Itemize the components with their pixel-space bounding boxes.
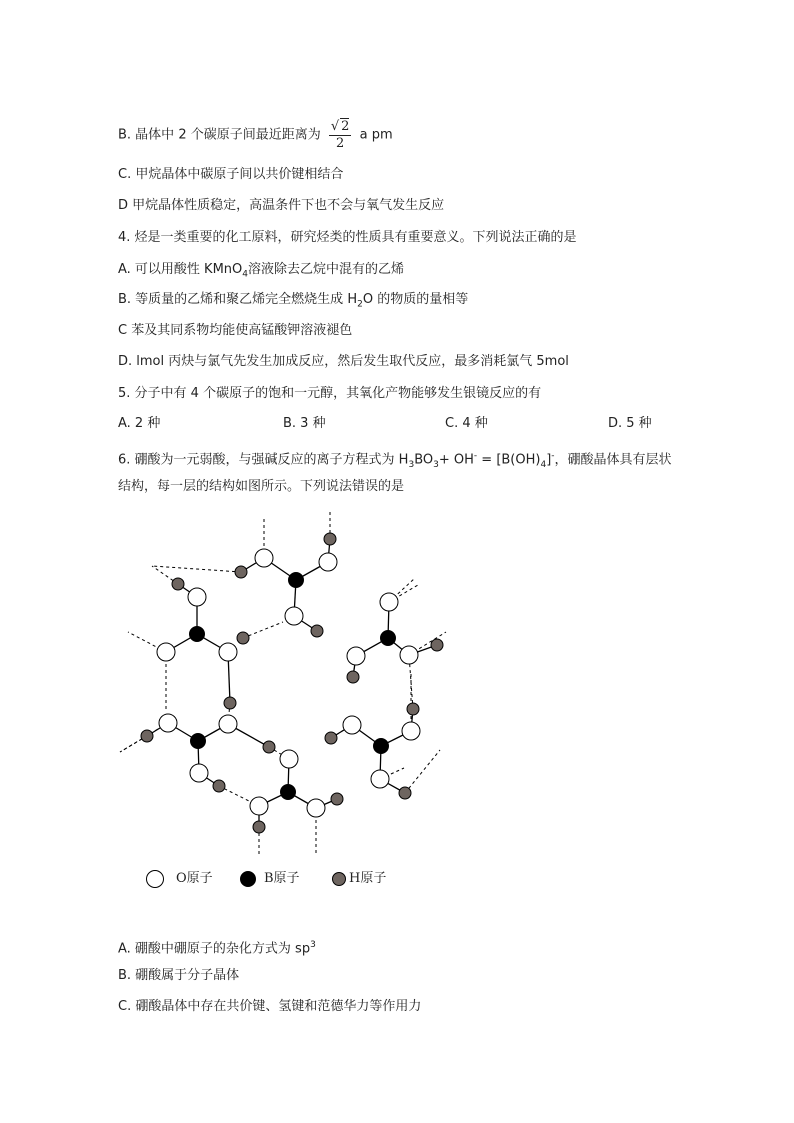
question-4-option-a: A. 可以用酸性 KMnO$_4$溶液除去乙烷中混有的乙烯 xyxy=(118,262,405,280)
question-4-option-d: D. lmol 丙炔与氯气先发生加成反应，然后发生取代反应，最多消耗氯气 5mol xyxy=(118,354,569,369)
fraction-denominator: 2 xyxy=(336,136,345,151)
oxygen-atom xyxy=(159,714,177,732)
hydrogen-bond xyxy=(405,750,440,793)
hydrogen-bond xyxy=(152,566,241,572)
boron-atom xyxy=(374,739,389,754)
legend-h-icon xyxy=(332,872,346,886)
question-4-option-c: C 苯及其同系物均能使高锰酸钾溶液褪色 xyxy=(118,323,353,338)
oxygen-atom xyxy=(190,764,208,782)
hydrogen-atom xyxy=(431,639,443,651)
question-4-option-b: B. 等质量的乙烯和聚乙烯完全燃烧生成 $H_2O$ 的物质的量相等 xyxy=(118,292,469,310)
legend-o-label: O原子 xyxy=(176,871,213,886)
sqrt-fraction: $\frac{√ 2}{2}$ xyxy=(330,119,350,151)
question-5-stem: 5. 分子中有 4 个碳原子的饱和一元醇，其氧化产物能够发生银镜反应的有 xyxy=(118,386,542,401)
hydrogen-atom xyxy=(399,787,411,799)
fraction-numerator: 2 xyxy=(341,119,350,134)
question-6-option-a: A. 硼酸中硼原子的杂化方式为 $sp^3$ xyxy=(118,940,316,957)
question-3-option-c: C. 甲烷晶体中碳原子间以共价键相结合 xyxy=(118,167,344,182)
option-b-unit: a pm xyxy=(359,127,393,143)
oxygen-atom xyxy=(280,750,298,768)
oxygen-atom xyxy=(380,593,398,611)
hydrogen-atom xyxy=(213,780,225,792)
question-5-option-d: D. 5 种 xyxy=(608,416,652,431)
question-5-option-a: A. 2 种 xyxy=(118,416,161,431)
oxygen-atom xyxy=(219,643,237,661)
oxygen-atom xyxy=(319,553,337,571)
oxygen-atom xyxy=(343,716,361,734)
oxygen-atom xyxy=(371,770,389,788)
hydrogen-atom xyxy=(331,793,343,805)
question-6-stem-line1: 6. 硼酸为一元弱酸，与强碱反应的离子方程式为 $H_3BO_3+ OH^- = [B(OH)_4]^-$，硼酸晶体具有层状 xyxy=(118,451,672,470)
hydrogen-atom xyxy=(311,625,323,637)
oxygen-atom xyxy=(188,588,206,606)
option-b-text: B. 晶体中 2 个碳原子间最近距离为 xyxy=(118,127,321,143)
hydrogen-atom xyxy=(325,732,337,744)
hydrogen-atom xyxy=(347,671,359,683)
oxygen-atom xyxy=(250,797,268,815)
question-5-option-b: B. 3 种 xyxy=(283,416,326,431)
oxygen-atom xyxy=(347,647,365,665)
hydrogen-atom xyxy=(224,697,236,709)
legend-h-label: H原子 xyxy=(349,871,387,886)
oxygen-atom xyxy=(255,549,273,567)
legend-b-icon xyxy=(240,871,256,887)
boron-atom xyxy=(190,627,205,642)
question-6-stem-line2: 结构，每一层的结构如图所示。下列说法错误的是 xyxy=(118,479,405,494)
oxygen-atom xyxy=(219,715,237,733)
legend-b-label: B原子 xyxy=(264,871,300,886)
oxygen-atom xyxy=(400,646,418,664)
oxygen-atom xyxy=(307,799,325,817)
boron-atom xyxy=(289,573,304,588)
boron-atom xyxy=(381,631,396,646)
question-6-option-b: B. 硼酸属于分子晶体 xyxy=(118,968,240,983)
boron-atom xyxy=(281,785,296,800)
hydrogen-atom xyxy=(237,632,249,644)
hydrogen-atom xyxy=(253,821,265,833)
question-5-option-c: C. 4 种 xyxy=(445,416,488,431)
hydrogen-atom xyxy=(172,578,184,590)
oxygen-atom xyxy=(402,722,420,740)
hydrogen-atom xyxy=(235,566,247,578)
question-3-option-d: D 甲烷晶体性质稳定，高温条件下也不会与氧气发生反应 xyxy=(118,198,445,213)
oxygen-atom xyxy=(285,607,303,625)
hydrogen-atom xyxy=(407,703,419,715)
hydrogen-atom xyxy=(324,533,336,545)
hydrogen-atom xyxy=(263,741,275,753)
hydrogen-atom xyxy=(141,730,153,742)
oxygen-atom xyxy=(157,643,175,661)
legend-o-icon xyxy=(146,870,164,888)
boron-atom xyxy=(191,734,206,749)
question-6-option-c: C. 硼酸晶体中存在共价键、氢键和范德华力等作用力 xyxy=(118,999,422,1014)
question-4-stem: 4. 烃是一类重要的化工原料，研究烃类的性质具有重要意义。下列说法正确的是 xyxy=(118,230,577,245)
